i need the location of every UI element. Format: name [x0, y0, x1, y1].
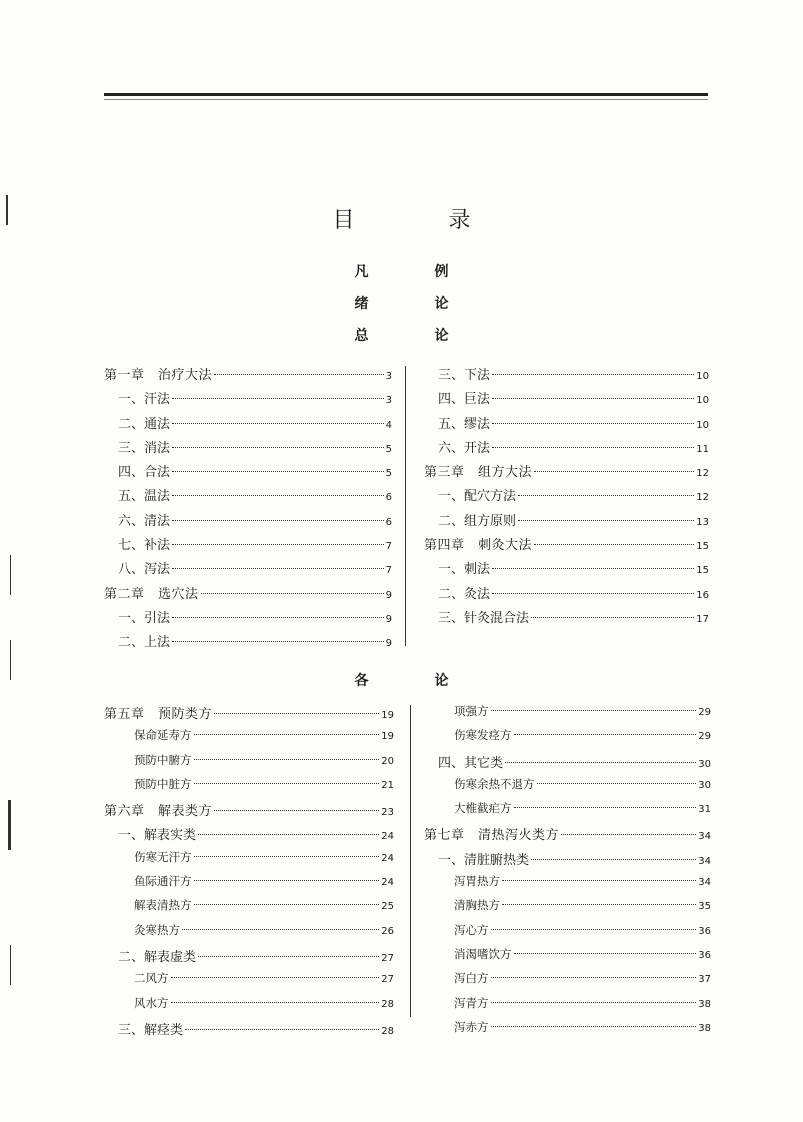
toc-entry: [424, 752, 711, 776]
toc-entry: [104, 485, 392, 509]
dot-leader: [561, 834, 696, 835]
dot-leader: [172, 398, 384, 399]
dot-leader: [492, 568, 694, 569]
toc-entry-page: 9: [385, 638, 392, 650]
toc-entry-page: 11: [696, 443, 709, 455]
toc-entry-title: 四、合法: [118, 465, 171, 481]
dot-leader: [172, 520, 384, 521]
toc-entry-title: 二、灸法: [438, 586, 491, 602]
toc-entry: [424, 946, 711, 970]
toc-entry-title: 三、下法: [438, 368, 491, 383]
toc-entry: [104, 897, 394, 921]
top-rule: [104, 93, 708, 96]
toc-entry: [424, 583, 709, 607]
toc-entry-title: 预防中脏方: [134, 776, 192, 791]
dot-leader: [505, 762, 696, 763]
toc-entry: [104, 631, 392, 655]
dot-leader: [514, 807, 697, 808]
toc-entry: [424, 800, 711, 824]
toc-entry: [104, 388, 392, 412]
dot-leader: [194, 734, 380, 735]
toc-entry-title: 五、缪法: [438, 416, 491, 432]
toc-entry-title: 清胸热方: [454, 898, 500, 913]
dot-leader: [492, 423, 694, 424]
dot-leader: [214, 374, 384, 375]
toc-entry-page: 30: [698, 779, 711, 791]
dot-leader: [171, 1002, 380, 1003]
dot-leader: [172, 423, 384, 424]
toc-entry-page: 31: [698, 804, 711, 816]
toc-entry: [104, 995, 394, 1019]
toc-entry-page: 26: [381, 925, 394, 937]
toc-entry: [104, 510, 392, 534]
toc-entry: [424, 703, 711, 727]
toc-entry-title: 二、上法: [118, 635, 171, 651]
toc-entry: [104, 824, 394, 848]
toc-entry: [104, 364, 392, 388]
toc-entry-page: 17: [696, 613, 709, 625]
toc-entry-title: 第三章 组方大法: [424, 465, 533, 481]
toc-entry: [104, 703, 394, 727]
heading-fanli: 凡 例: [354, 264, 475, 280]
dot-leader: [198, 956, 379, 957]
toc-entry-page: 19: [381, 710, 394, 721]
toc-entry-title: 二风方: [134, 971, 169, 986]
dot-leader: [194, 856, 380, 857]
toc-entry-page: 24: [381, 852, 394, 864]
dot-leader: [198, 834, 379, 835]
toc-entry-title: 三、解痉类: [118, 1022, 184, 1038]
scan-mark: [8, 800, 11, 850]
toc-entry: [424, 1019, 711, 1043]
toc-entry-page: 24: [381, 877, 394, 889]
toc-entry-page: 21: [381, 779, 394, 791]
toc-entry-title: 保命延寿方: [134, 728, 192, 743]
toc-entry-title: 预防中腑方: [134, 752, 192, 767]
toc-entry-title: 第五章 预防类方: [104, 707, 213, 722]
toc-entry-title: 一、引法: [118, 610, 171, 626]
dot-leader: [194, 904, 380, 905]
toc-entry: [424, 824, 711, 848]
toc-entry: [104, 1019, 394, 1043]
toc-entry-title: 泻心方: [454, 922, 489, 937]
dot-leader: [172, 495, 384, 496]
toc-entry-title: 第一章 治疗大法: [104, 368, 213, 383]
toc-entry-title: 二、解表虚类: [118, 949, 197, 965]
toc-entry: [104, 461, 392, 485]
toc-entry-title: 泻胃热方: [454, 874, 500, 889]
toc-entry-page: 5: [385, 468, 392, 480]
toc-entry: [104, 946, 394, 970]
toc-entry: [104, 558, 392, 582]
toc-entry: [424, 995, 711, 1019]
dot-leader: [194, 783, 380, 784]
toc-entry-page: 25: [381, 901, 394, 913]
toc-entry-page: 34: [698, 855, 711, 867]
toc-entry-page: 4: [385, 419, 392, 431]
dot-leader: [492, 593, 694, 594]
toc-entry: [424, 873, 711, 897]
toc-entry: [424, 413, 709, 437]
toc-entry-title: 四、其它类: [438, 755, 504, 771]
dot-leader: [172, 641, 384, 642]
toc-entry-page: 37: [698, 974, 711, 986]
toc-entry-title: 四、巨法: [438, 392, 491, 408]
toc-entry: [424, 922, 711, 946]
scan-mark: [10, 555, 11, 595]
toc-entry-page: 7: [385, 541, 392, 553]
toc-entry: [104, 752, 394, 776]
toc-entry-title: 解表清热方: [134, 898, 192, 913]
dot-leader: [502, 880, 696, 881]
toc-entry-page: 38: [698, 998, 711, 1010]
toc-entry-title: 泻赤方: [454, 1019, 489, 1034]
toc-entry-page: 9: [385, 613, 392, 625]
dot-leader: [492, 447, 694, 448]
toc-entry-title: 大椎截疟方: [454, 801, 512, 816]
dot-leader: [518, 495, 694, 496]
toc-entry-page: 7: [385, 565, 392, 577]
dot-leader: [491, 1026, 697, 1027]
dot-leader: [214, 713, 379, 714]
toc-entry-title: 六、开法: [438, 440, 491, 456]
toc-entry-page: 5: [385, 443, 392, 455]
toc-entry: [104, 849, 394, 873]
toc-entry-page: 36: [698, 949, 711, 961]
toc-entry: [104, 776, 394, 800]
toc-entry-page: 6: [385, 492, 392, 504]
dot-leader: [534, 471, 694, 472]
toc-entry: [424, 364, 709, 388]
dot-leader: [171, 977, 380, 978]
toc-entry-title: 一、清脏腑热类: [438, 852, 530, 868]
dot-leader: [185, 1029, 379, 1030]
toc-entry-title: 第四章 刺灸大法: [424, 538, 533, 554]
toc-entry: [104, 727, 394, 751]
toc-entry: [424, 897, 711, 921]
toc-entry-page: 3: [385, 395, 392, 407]
toc-entry: [424, 849, 711, 873]
toc-entry: [104, 413, 392, 437]
toc-entry-title: 一、汗法: [118, 392, 171, 408]
dot-leader: [537, 783, 697, 784]
toc-entry-title: 伤寒发痉方: [454, 728, 512, 743]
toc-entry-page: 9: [385, 589, 392, 601]
toc-entry-title: 伤寒无汗方: [134, 849, 192, 864]
dot-leader: [172, 568, 384, 569]
toc-entry-page: 35: [698, 901, 711, 913]
toc-entry-page: 30: [698, 758, 711, 770]
toc-entry-page: 12: [696, 492, 709, 504]
toc-entry: [424, 607, 709, 631]
toc-entry-page: 12: [696, 468, 709, 480]
toc-entry-title: 一、解表实类: [118, 828, 197, 844]
dot-leader: [172, 471, 384, 472]
toc-entry-page: 27: [381, 974, 394, 986]
dot-leader: [492, 398, 694, 399]
toc-entry-page: 28: [381, 998, 394, 1010]
toc-entry: [104, 922, 394, 946]
toc-entry-title: 伤寒余热不退方: [454, 776, 535, 791]
toc-entry-page: 15: [696, 541, 709, 553]
toc-entry: [424, 970, 711, 994]
dot-leader: [514, 953, 697, 954]
dot-leader: [214, 810, 379, 811]
toc-entry-title: 三、消法: [118, 440, 171, 456]
toc-entry: [104, 437, 392, 461]
toc-entry-title: 第六章 解表类方: [104, 804, 213, 820]
toc-entry: [104, 970, 394, 994]
column-divider: [410, 705, 411, 1017]
dot-leader: [502, 904, 696, 905]
toc-entry: [424, 437, 709, 461]
dot-leader: [201, 593, 384, 594]
toc-entry-page: 10: [696, 395, 709, 407]
toc-entry-title: 三、针灸混合法: [438, 610, 530, 626]
toc-entry-page: 16: [696, 589, 709, 601]
toc-entry-title: 一、配穴方法: [438, 489, 517, 505]
dot-leader: [531, 617, 694, 618]
dot-leader: [194, 880, 380, 881]
toc-entry-title: 六、清法: [118, 513, 171, 529]
dot-leader: [492, 374, 694, 375]
dot-leader: [534, 544, 694, 545]
toc-entry: [104, 534, 392, 558]
dot-leader: [491, 929, 697, 930]
toc-entry-title: 第七章 清热泻火类方: [424, 828, 560, 844]
toc-entry: [104, 873, 394, 897]
toc-entry: [424, 534, 709, 558]
toc-entry: [424, 558, 709, 582]
toc-entry-page: 15: [696, 565, 709, 577]
toc-entry: [424, 510, 709, 534]
toc-entry-title: 泻青方: [454, 995, 489, 1010]
toc-entry-title: 二、组方原则: [438, 513, 517, 529]
toc-entry-page: 13: [696, 516, 709, 528]
toc-upper-left: [104, 364, 392, 656]
heading-xulun: 绪 论: [354, 296, 475, 312]
toc-entry-title: 八、泻法: [118, 562, 171, 578]
dot-leader: [518, 520, 694, 521]
dot-leader: [531, 859, 696, 860]
toc-entry: [424, 727, 711, 751]
toc-entry-page: 36: [698, 925, 711, 937]
toc-entry-title: 二、通法: [118, 416, 171, 432]
toc-entry-title: 一、刺法: [438, 562, 491, 578]
toc-entry-page: 29: [698, 707, 711, 718]
toc-entry-page: 29: [698, 731, 711, 743]
toc-entry-title: 第二章 选穴法: [104, 586, 199, 602]
toc-entry-page: 3: [385, 371, 392, 382]
toc-entry: [104, 583, 392, 607]
dot-leader: [172, 544, 384, 545]
toc-lower-right: [424, 703, 711, 1043]
toc-entry-title: 泻白方: [454, 971, 489, 986]
column-divider: [405, 366, 406, 646]
dot-leader: [514, 734, 697, 735]
toc-entry: [424, 485, 709, 509]
toc-entry-page: 10: [696, 419, 709, 431]
toc-upper-right: [424, 364, 709, 631]
toc-entry-title: 风水方: [134, 995, 169, 1010]
dot-leader: [491, 710, 697, 711]
top-rule-thin: [104, 99, 708, 100]
toc-entry-title: 七、补法: [118, 538, 171, 554]
toc-entry-page: 19: [381, 731, 394, 743]
heading-gelun: 各 论: [354, 673, 475, 689]
toc-entry: [424, 388, 709, 412]
toc-entry-page: 20: [381, 755, 394, 767]
toc-entry-page: 24: [381, 831, 394, 843]
toc-entry: [104, 800, 394, 824]
toc-entry-page: 34: [698, 877, 711, 889]
toc-entry-title: 灸寒热方: [134, 922, 180, 937]
dot-leader: [491, 1002, 697, 1003]
dot-leader: [182, 929, 379, 930]
toc-entry: [104, 607, 392, 631]
scan-mark: [10, 945, 11, 985]
toc-entry-page: 23: [381, 807, 394, 819]
toc-entry-title: 项强方: [454, 704, 489, 718]
toc-entry-page: 10: [696, 371, 709, 382]
page-title: 目 录: [332, 208, 507, 233]
toc-entry-page: 27: [381, 952, 394, 964]
toc-entry-title: 消渴嗜饮方: [454, 946, 512, 961]
toc-entry-page: 38: [698, 1022, 711, 1034]
dot-leader: [172, 617, 384, 618]
toc-entry-page: 6: [385, 516, 392, 528]
toc-entry-page: 34: [698, 831, 711, 843]
toc-entry: [424, 776, 711, 800]
toc-lower-left: [104, 703, 394, 1043]
toc-entry: [424, 461, 709, 485]
toc-entry-page: 28: [381, 1025, 394, 1037]
dot-leader: [172, 447, 384, 448]
dot-leader: [194, 759, 380, 760]
toc-entry-title: 鱼际通汗方: [134, 874, 192, 889]
heading-zonglun: 总 论: [354, 328, 475, 344]
dot-leader: [491, 977, 697, 978]
toc-entry-title: 五、温法: [118, 489, 171, 505]
